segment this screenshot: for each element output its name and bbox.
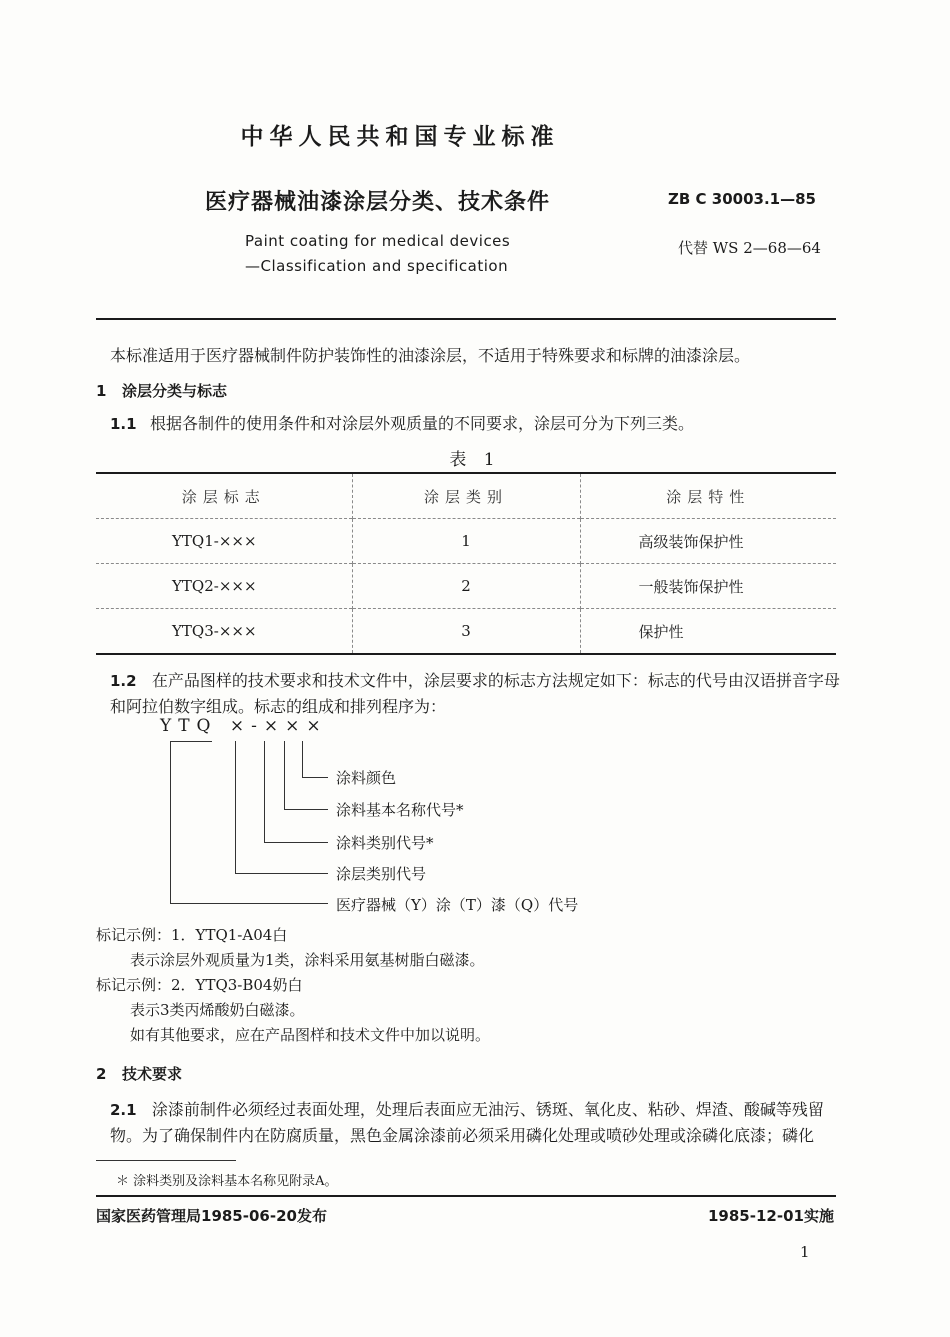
clause-1-1-text: 根据各制件的使用条件和对涂层外观质量的不同要求，涂层可分为下列三类。 — [150, 414, 695, 433]
clause-2-1-number: 2.1 — [110, 1101, 137, 1119]
table-header-class: 涂层类别 — [352, 473, 580, 519]
effective-date: 1985-12-01实施 — [708, 1207, 834, 1225]
table-caption: 表 1 — [449, 450, 501, 470]
intro-paragraph: 本标准适用于医疗器械制件防护装饰性的油漆涂层，不适用于特殊要求和标牌的油漆涂层。 — [110, 346, 751, 365]
section-2-number: 2 — [96, 1065, 107, 1083]
label-paint-color: 涂料颜色 — [336, 769, 397, 787]
leader-vertical-paint-class — [264, 741, 265, 843]
header-divider — [96, 318, 836, 320]
label-paint-base-name: 涂料基本名称代号* — [336, 801, 464, 819]
leader-horizontal-color — [302, 777, 328, 778]
clause-1-2 — [110, 668, 842, 719]
section-1-number: 1 — [96, 382, 107, 400]
table-header-mark: 涂层标志 — [181, 487, 266, 506]
page-number: 1 — [800, 1243, 810, 1261]
leader-horizontal-device — [170, 903, 328, 904]
table-cell-class: 1 — [352, 519, 580, 564]
example-2-description: 表示3类丙烯酸奶白磁漆。 — [130, 1001, 305, 1019]
clause-1-1-number: 1.1 — [110, 415, 137, 433]
section-2-heading — [96, 1063, 182, 1084]
example-1-label: 标记示例：1．YTQ1-A04白 — [96, 926, 288, 944]
table-cell-class: 2 — [352, 564, 580, 609]
code-pattern: YTQ ×-××× — [160, 716, 328, 736]
table-row — [96, 519, 836, 564]
table-cell-feature: 高级装饰保护性 — [580, 519, 836, 564]
clause-1-2-text: 在产品图样的技术要求和技术文件中，涂层要求的标志方法规定如下：标志的代号由汉语拼音字母和阿拉伯数字组成。标志的组成和排列程序为： — [110, 671, 840, 716]
section-2-title: 技术要求 — [122, 1065, 183, 1083]
english-title-line1: Paint coating for medical devices — [245, 232, 511, 250]
table-header-row — [96, 473, 836, 519]
example-1-description: 表示涂层外观质量为1类，涂料采用氨基树脂白磁漆。 — [130, 951, 485, 969]
clause-2-1-text: 涂漆前制件必须经过表面处理，处理后表面应无油污、锈斑、氧化皮、粘砂、焊渣、酸碱等残留物。为了确保制件内在防腐质量，黑色金属涂漆前必须采用磷化处理或喷砂处理或涂磷化底漆；磷化 — [110, 1100, 824, 1145]
leader-vertical-device — [170, 741, 171, 904]
footnote-divider — [96, 1160, 236, 1161]
bracket-ytq — [170, 741, 212, 742]
label-device-code: 医疗器械（Y）涂（T）漆（Q）代号 — [336, 896, 579, 914]
table-cell-mark: YTQ3-××× — [172, 622, 257, 640]
table-cell-mark: YTQ1-××× — [172, 532, 257, 550]
other-requirements-note: 如有其他要求，应在产品图样和技术文件中加以说明。 — [130, 1026, 491, 1044]
table-cell-feature: 保护性 — [580, 609, 836, 655]
standard-category: 中华人民共和国专业标准 — [240, 124, 560, 150]
clause-1-1 — [110, 411, 694, 434]
table-header-feature: 涂层特性 — [580, 473, 836, 519]
document-title: 医疗器械油漆涂层分类、技术条件 — [205, 190, 551, 215]
table-cell-feature: 一般装饰保护性 — [580, 564, 836, 609]
table-cell-class: 3 — [352, 609, 580, 655]
footer-divider — [96, 1195, 836, 1197]
footnote: ＊ 涂料类别及涂料基本名称见附录A。 — [116, 1174, 338, 1189]
leader-vertical-coating-class — [235, 741, 236, 874]
english-title-line2: —Classification and specification — [245, 257, 509, 275]
label-coating-class: 涂层类别代号 — [336, 865, 427, 883]
coating-class-table — [96, 472, 836, 655]
label-paint-class: 涂料类别代号* — [336, 834, 434, 852]
replaces-note: 代替 WS 2—68—64 — [678, 239, 821, 257]
leader-vertical-base-name — [284, 741, 285, 810]
standard-code: ZB C 30003.1—85 — [668, 190, 816, 208]
table-row — [96, 609, 836, 655]
table-cell-mark: YTQ2-××× — [172, 577, 257, 595]
leader-horizontal-paint-class — [264, 842, 328, 843]
leader-horizontal-coating-class — [235, 873, 328, 874]
clause-1-2-number: 1.2 — [110, 672, 137, 690]
example-2-label: 标记示例：2．YTQ3-B04奶白 — [96, 976, 303, 994]
section-1-heading — [96, 380, 227, 401]
leader-vertical-color — [302, 741, 303, 778]
table-row — [96, 564, 836, 609]
leader-horizontal-base-name — [284, 809, 328, 810]
clause-2-1 — [110, 1097, 842, 1148]
section-1-title: 涂层分类与标志 — [122, 382, 228, 400]
issued-by: 国家医药管理局1985-06-20发布 — [96, 1207, 327, 1225]
